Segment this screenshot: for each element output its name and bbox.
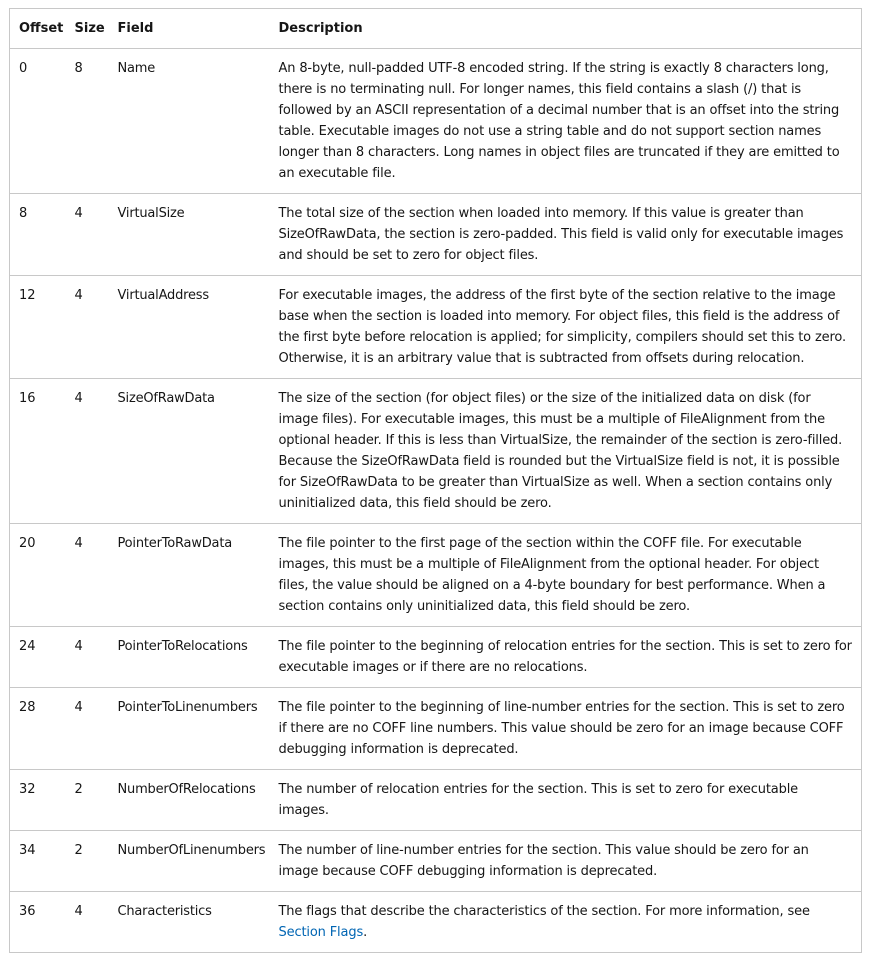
table-row bbox=[10, 49, 862, 194]
cell-description: The total size of the section when loaded into memory. If this value is greater than SizeOfRawData, the section is zero-padded. This field is valid only for executable images and should be set to zero for object files. bbox=[270, 194, 862, 276]
header-size: Size bbox=[66, 9, 109, 49]
table-row bbox=[10, 770, 862, 831]
cell-offset: 0 bbox=[10, 49, 66, 194]
cell-size: 4 bbox=[66, 379, 109, 524]
cell-field: Characteristics bbox=[109, 892, 270, 953]
cell-size: 2 bbox=[66, 770, 109, 831]
cell-field: NumberOfLinenumbers bbox=[109, 831, 270, 892]
cell-field: PointerToRawData bbox=[109, 524, 270, 627]
table-row bbox=[10, 379, 862, 524]
cell-offset: 36 bbox=[10, 892, 66, 953]
cell-size: 4 bbox=[66, 194, 109, 276]
cell-offset: 32 bbox=[10, 770, 66, 831]
cell-field: VirtualAddress bbox=[109, 276, 270, 379]
cell-description: For executable images, the address of the first byte of the section relative to the image base when the section is loaded into memory. For object files, this field is the address of the first byte before relocation is applied; for simplicity, compilers should set this to zero. Otherwise, it is an arbitrary value that is subtracted from offsets during relocation. bbox=[270, 276, 862, 379]
cell-description: The size of the section (for object files) or the size of the initialized data on disk (for image files). For executable images, this must be a multiple of FileAlignment from the optional header. If this is less than VirtualSize, the remainder of the section is zero-filled. Because the SizeOfRawData field is rounded but the VirtualSize field is not, it is possible for SizeOfRawData to be greater than VirtualSize as well. When a section contains only uninitialized data, this field should be zero. bbox=[270, 379, 862, 524]
cell-size: 4 bbox=[66, 524, 109, 627]
cell-field: SizeOfRawData bbox=[109, 379, 270, 524]
table-row bbox=[10, 276, 862, 379]
cell-offset: 34 bbox=[10, 831, 66, 892]
section-table-container bbox=[9, 8, 861, 953]
cell-description: The number of line-number entries for the section. This value should be zero for an image because COFF debugging information is deprecated. bbox=[270, 831, 862, 892]
cell-size: 4 bbox=[66, 892, 109, 953]
cell-size: 8 bbox=[66, 49, 109, 194]
cell-description: The number of relocation entries for the section. This is set to zero for executable images. bbox=[270, 770, 862, 831]
cell-size: 4 bbox=[66, 276, 109, 379]
cell-description: The file pointer to the first page of the section within the COFF file. For executable images, this must be a multiple of FileAlignment from the optional header. For object files, the value should be aligned on a 4-byte boundary for best performance. When a section contains only uninitialized data, this field should be zero. bbox=[270, 524, 862, 627]
cell-offset: 8 bbox=[10, 194, 66, 276]
cell-field: PointerToRelocations bbox=[109, 627, 270, 688]
header-offset: Offset bbox=[10, 9, 66, 49]
cell-size: 4 bbox=[66, 688, 109, 770]
section-flags-link[interactable]: Section Flags bbox=[278, 925, 364, 940]
description-suffix: . bbox=[363, 925, 368, 940]
description-text: The flags that describe the characteristics of the section. For more information, see bbox=[278, 904, 810, 919]
cell-size: 2 bbox=[66, 831, 109, 892]
section-header-table bbox=[9, 8, 862, 953]
cell-field: Name bbox=[109, 49, 270, 194]
cell-description: The file pointer to the beginning of line-number entries for the section. This is set to zero if there are no COFF line numbers. This value should be zero for an image because COFF debugging information is deprecated. bbox=[270, 688, 862, 770]
table-row bbox=[10, 627, 862, 688]
cell-offset: 20 bbox=[10, 524, 66, 627]
table-row bbox=[10, 831, 862, 892]
cell-offset: 28 bbox=[10, 688, 66, 770]
header-field: Field bbox=[109, 9, 270, 49]
cell-description: The file pointer to the beginning of relocation entries for the section. This is set to zero for executable images or if there are no relocations. bbox=[270, 627, 862, 688]
cell-offset: 24 bbox=[10, 627, 66, 688]
cell-size: 4 bbox=[66, 627, 109, 688]
header-description: Description bbox=[270, 9, 862, 49]
cell-description bbox=[270, 892, 862, 953]
table-row bbox=[10, 688, 862, 770]
cell-offset: 16 bbox=[10, 379, 66, 524]
cell-field: NumberOfRelocations bbox=[109, 770, 270, 831]
table-row bbox=[10, 524, 862, 627]
cell-offset: 12 bbox=[10, 276, 66, 379]
table-header-row bbox=[10, 9, 862, 49]
cell-field: PointerToLinenumbers bbox=[109, 688, 270, 770]
table-row bbox=[10, 892, 862, 953]
table-row bbox=[10, 194, 862, 276]
cell-description: An 8-byte, null-padded UTF-8 encoded string. If the string is exactly 8 characters long, there is no terminating null. For longer names, this field contains a slash (/) that is followed by an ASCII representation of a decimal number that is an offset into the string table. Executable images do not use a string table and do not support section names longer than 8 characters. Long names in object files are truncated if they are emitted to an executable file. bbox=[270, 49, 862, 194]
cell-field: VirtualSize bbox=[109, 194, 270, 276]
